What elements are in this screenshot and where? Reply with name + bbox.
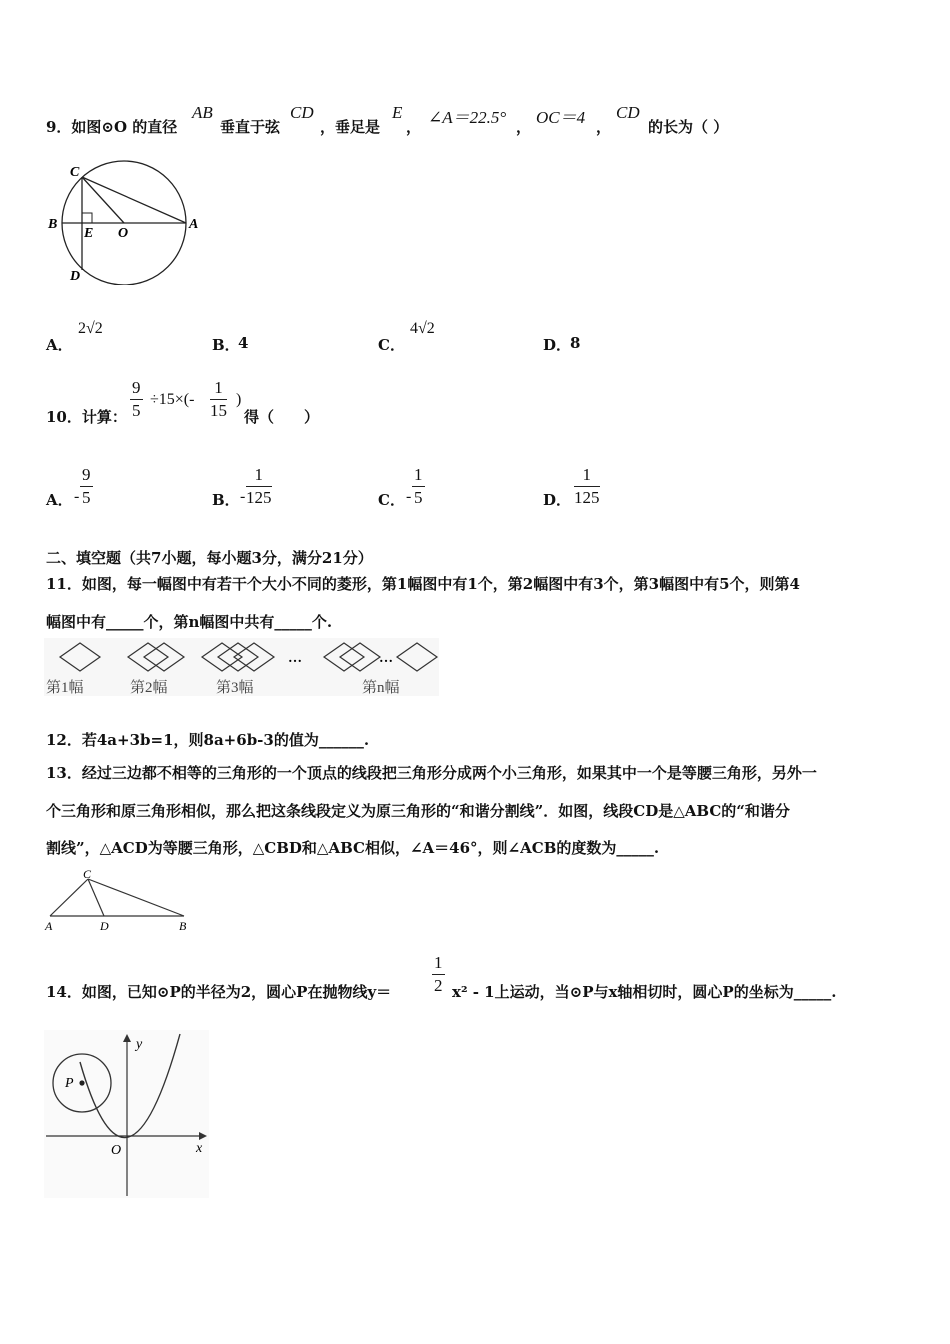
q10-tail: 得（ ） — [244, 408, 320, 426]
q9-option-b-value: 4 — [238, 334, 249, 352]
q9-oc: OC＝4 — [536, 108, 586, 127]
q11-line1: 11．如图，每一幅图中有若干个大小不同的菱形，第1幅图中有1个，第2幅图中有3个，第3幅图中有5个，则第4 — [46, 575, 800, 593]
q11-line2: 幅图中有_____个，第n幅图中共有_____个. — [46, 613, 333, 631]
q9-option-a-value: 2√2 — [78, 320, 103, 337]
q9-label-d: D — [70, 269, 81, 284]
q10-option-c-sign: - — [406, 488, 412, 505]
q9-segment-ca — [82, 177, 186, 223]
q13-label-d: D — [100, 919, 109, 933]
q9-option-c-value: 4√2 — [410, 320, 435, 337]
q10-option-a-frac — [80, 464, 93, 509]
q10-frac-9-5 — [130, 377, 143, 422]
q10-frac-1-15 — [210, 377, 227, 422]
q14-parabola-figure — [44, 1030, 209, 1198]
q9-cd: CD — [290, 103, 314, 122]
q9-option-a-letter: A． — [46, 336, 73, 354]
q9-mid2: ，垂足是 — [320, 118, 381, 136]
q13-side-cb — [88, 879, 184, 916]
q9-option-b-letter: B． — [212, 336, 240, 354]
q9-label-b: B — [48, 217, 58, 232]
q10-option-d-den: 125 — [574, 488, 600, 507]
q10-option-d-num: 1 — [574, 464, 600, 487]
q10-option-c-frac — [412, 464, 425, 509]
q10-option-b-den: 125 — [246, 488, 272, 507]
q14-label-x: x — [196, 1141, 203, 1156]
q10-option-d-letter: D． — [543, 491, 572, 509]
q14-label-p: P — [65, 1076, 74, 1091]
q11-ellipsis-1: … — [288, 651, 302, 666]
q10-option-b-sign: - — [240, 488, 246, 505]
q10-lead: 10．计算： — [46, 408, 127, 426]
q11-caption-1: 第1幅 — [46, 680, 84, 696]
q9-label-o: O — [118, 226, 129, 241]
q10-option-c-num: 1 — [412, 464, 425, 487]
q9-label-c: C — [70, 165, 80, 180]
q14-frac-den: 2 — [434, 976, 443, 995]
q13-label-c: C — [83, 867, 92, 881]
q11-rhombus-figure — [44, 638, 439, 696]
q9-option-d-value: 8 — [570, 334, 581, 352]
q10-option-c-letter: C． — [378, 491, 405, 509]
q10-option-a-letter: A． — [46, 491, 73, 509]
q11-caption-3: 第3幅 — [216, 680, 254, 696]
q11-caption-2: 第2幅 — [130, 680, 168, 696]
q13-label-b: B — [179, 919, 187, 933]
section-2-heading: 二、填空题（共7小题，每小题3分，满分21分） — [46, 549, 373, 567]
q9-cd2: CD — [616, 103, 640, 122]
q9-segment-co — [82, 177, 124, 223]
q9-stem — [46, 116, 177, 137]
q13-line2: 个三角形和原三角形相似，那么把这条线段定义为原三角形的“和谐分割线”．如图，线段CD是△ABC的“和谐分 — [46, 802, 790, 820]
q10-frac2-den: 15 — [210, 401, 227, 420]
q9-label-e: E — [84, 226, 94, 241]
q9-comma1: ， — [406, 118, 422, 136]
q10-expr-mid: ÷15×(- — [150, 391, 195, 408]
q13-triangle-figure — [44, 866, 194, 936]
q10-option-c-den: 5 — [414, 488, 423, 507]
q9-circle-figure — [44, 160, 204, 285]
q9-e: E — [392, 103, 403, 122]
q10-option-d-frac — [574, 464, 600, 509]
q10-option-b-frac — [246, 464, 272, 509]
q10-frac2-num: 1 — [210, 377, 227, 400]
q9-mid1: 垂直于弦 — [220, 118, 281, 136]
q9-comma2: ， — [516, 118, 532, 136]
q14-center-p-dot — [79, 1080, 84, 1085]
q10-option-a-den: 5 — [82, 488, 91, 507]
q14-lead: 14．如图，已知⊙P的半径为2，圆心P在抛物线y＝ — [46, 983, 392, 1001]
q11-ellipsis-2: … — [379, 651, 393, 666]
q9-comma3: ， — [596, 118, 612, 136]
q10-option-a-num: 9 — [80, 464, 93, 487]
q13-line3: 割线”，△ACD为等腰三角形，△CBD和△ABC相似，∠A＝46°，则∠ACB的度数为_____. — [46, 839, 660, 857]
q14-label-y: y — [136, 1037, 143, 1052]
q10-option-b-num: 1 — [246, 464, 272, 487]
q14-frac-num: 1 — [432, 952, 445, 975]
q10-option-b-letter: B． — [212, 491, 240, 509]
q9-option-c-letter: C． — [378, 336, 405, 354]
q10-frac1-num: 9 — [130, 377, 143, 400]
q14-frac-1-2 — [432, 952, 445, 997]
q12-text: 12．若4a+3b=1，则8a+6b-3的值为______. — [46, 731, 370, 749]
q10-option-a-sign: - — [74, 488, 80, 505]
q9-angle: ∠A＝22.5° — [428, 108, 507, 127]
q13-label-a: A — [45, 919, 53, 933]
q11-caption-n: 第n幅 — [362, 680, 400, 696]
q9-lead: 9．如图⊙O 的直径 — [46, 118, 178, 136]
q10-frac1-den: 5 — [132, 401, 141, 420]
q10-expr-close: ) — [236, 391, 242, 408]
q13-line1: 13．经过三边都不相等的三角形的一个顶点的线段把三角形分成两个小三角形，如果其中一个是等腰三角形，另外一 — [46, 764, 817, 782]
q9-ab: AB — [192, 103, 213, 122]
q9-tail: 的长为（ ） — [648, 118, 729, 136]
q14-label-o: O — [111, 1143, 122, 1158]
q9-label-a: A — [189, 217, 199, 232]
q14-after-frac: x² - 1上运动，当⊙P与x轴相切时，圆心P的坐标为_____. — [452, 983, 837, 1001]
q13-side-ac — [50, 879, 88, 916]
q9-option-d-letter: D． — [543, 336, 572, 354]
q9-right-angle-mark — [82, 213, 92, 223]
